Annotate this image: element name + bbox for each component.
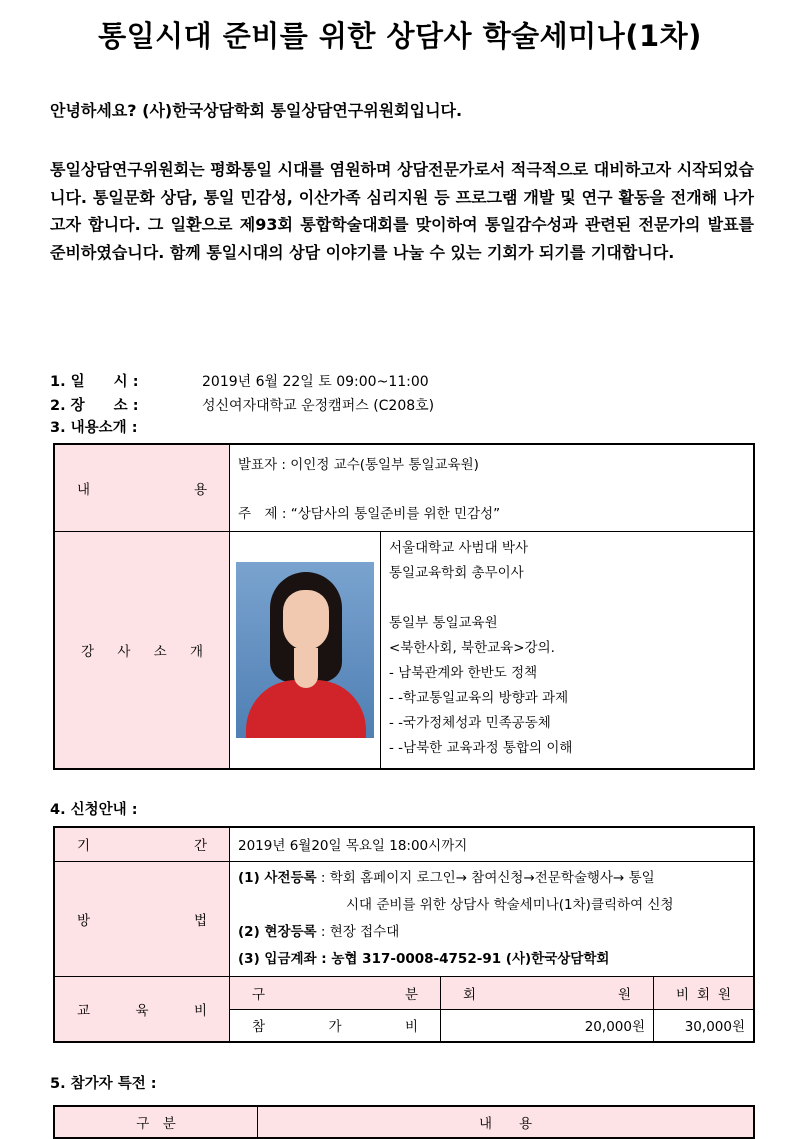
bio-line: 서울대학교 사범대 박사 <box>389 539 528 556</box>
item-place-label: 2. 장 소 : <box>50 398 139 414</box>
label-char: 방 <box>77 912 91 929</box>
header-char: 회 <box>696 986 711 1003</box>
bio-line: - 남북관계와 한반도 정책 <box>389 664 538 681</box>
apply-table <box>53 826 755 1043</box>
benefit-header-content: 내 용 <box>258 1106 755 1138</box>
label-char: 개 <box>189 643 203 660</box>
greeting: 안녕하세요? (사)한국상담학회 통일상담연구위원회입니다. <box>50 101 463 120</box>
label-char: 육 <box>135 1002 149 1019</box>
bio-line: <북한사회, 북한교육>강의. <box>389 639 555 656</box>
label-char: 내 <box>77 481 91 498</box>
header-char: 비 <box>676 986 690 1003</box>
row-char: 비 <box>404 1019 418 1036</box>
method-1-cont: 시대 준비를 위한 상담사 학술세미나(1차)클릭하여 신청 <box>346 896 674 913</box>
bio-line: 통일부 통일교육원 <box>389 614 498 631</box>
content-table <box>53 443 755 770</box>
speaker-photo <box>236 562 374 738</box>
label-char: 용 <box>193 481 207 498</box>
label-char: 강 <box>81 643 95 660</box>
topic: 주 제 : “상담사의 통일준비를 위한 민감성” <box>238 506 501 522</box>
row-char: 가 <box>328 1019 342 1036</box>
row-char: 참 <box>252 1019 266 1036</box>
presenter: 발표자 : 이인정 교수(통일부 통일교육원) <box>238 457 479 473</box>
page-title: 통일시대 준비를 위한 상담사 학술세미나(1차) <box>98 19 702 53</box>
bio-line: - -국가정체성과 민족공동체 <box>389 714 551 731</box>
label-char: 간 <box>193 838 207 855</box>
header-char: 분 <box>404 986 418 1003</box>
method-3: (3) 입금계좌 : 농협 317-0008-4752-91 (사)한국상담학회 <box>238 950 610 967</box>
header-char: 원 <box>617 986 631 1003</box>
header-char: 원 <box>717 986 731 1003</box>
item-apply-label: 4. 신청안내 : <box>50 802 138 818</box>
label-char: 기 <box>77 838 91 855</box>
label-char: 비 <box>193 1002 207 1019</box>
label-char: 교 <box>77 1002 91 1019</box>
label-char: 소 <box>153 643 167 660</box>
item-content-label: 3. 내용소개 : <box>50 420 138 436</box>
bio-line: - -학교통일교육의 방향과 과제 <box>389 689 569 706</box>
method-2-text: : 현장 접수대 <box>316 923 400 940</box>
item-place-value: 성신여자대학교 운정캠퍼스 (C208호) <box>202 398 435 414</box>
benefit-table <box>53 1105 755 1139</box>
period-value: 2019년 6월20일 목요일 18:00시까지 <box>230 827 755 861</box>
bio-line: - -남북한 교육과정 통합의 이해 <box>389 739 573 756</box>
item-benefit-label: 5. 참가자 특전 : <box>50 1076 157 1092</box>
label-char: 사 <box>117 643 131 660</box>
bio-line: 통일교육학회 총무이사 <box>389 564 524 581</box>
method-1-head: (1) 사전등록 <box>238 869 317 886</box>
item-date-value: 2019년 6월 22일 토 09:00~11:00 <box>202 374 429 390</box>
nonmember-fee: 30,000원 <box>654 1009 755 1042</box>
member-fee: 20,000원 <box>441 1009 654 1042</box>
benefit-header-category: 구 분 <box>54 1106 258 1138</box>
method-2-head: (2) 현장등록 <box>238 923 317 940</box>
label-char: 법 <box>193 912 207 929</box>
header-char: 구 <box>252 986 266 1003</box>
method-1-text: : 학회 홈페이지 로그인→ 참여신청→전문학술행사→ 통일 <box>316 869 655 886</box>
header-char: 회 <box>463 986 477 1003</box>
bio-line <box>389 586 745 611</box>
item-date-label: 1. 일 시 : <box>50 374 139 390</box>
intro-paragraph: 통일상담연구위원회는 평화통일 시대를 염원하며 상담전문가로서 적극적으로 대비하고자 시작되었습니다. 통일문화 상담, 통일 민감성, 이산가족 심리지원 등 프로그램 개발 및 연구 활동을 전개해 나가고자 합니다. 그 일환으로 제93회 통합학술대회를 맞이하여 통일감수성과 관련된 전문가의 발표를 준비하였습니다. 함께 통일시대의 상담 이야기를 나눌 수 있는 기회가 되기를 기대합니다. <box>50 160 754 262</box>
